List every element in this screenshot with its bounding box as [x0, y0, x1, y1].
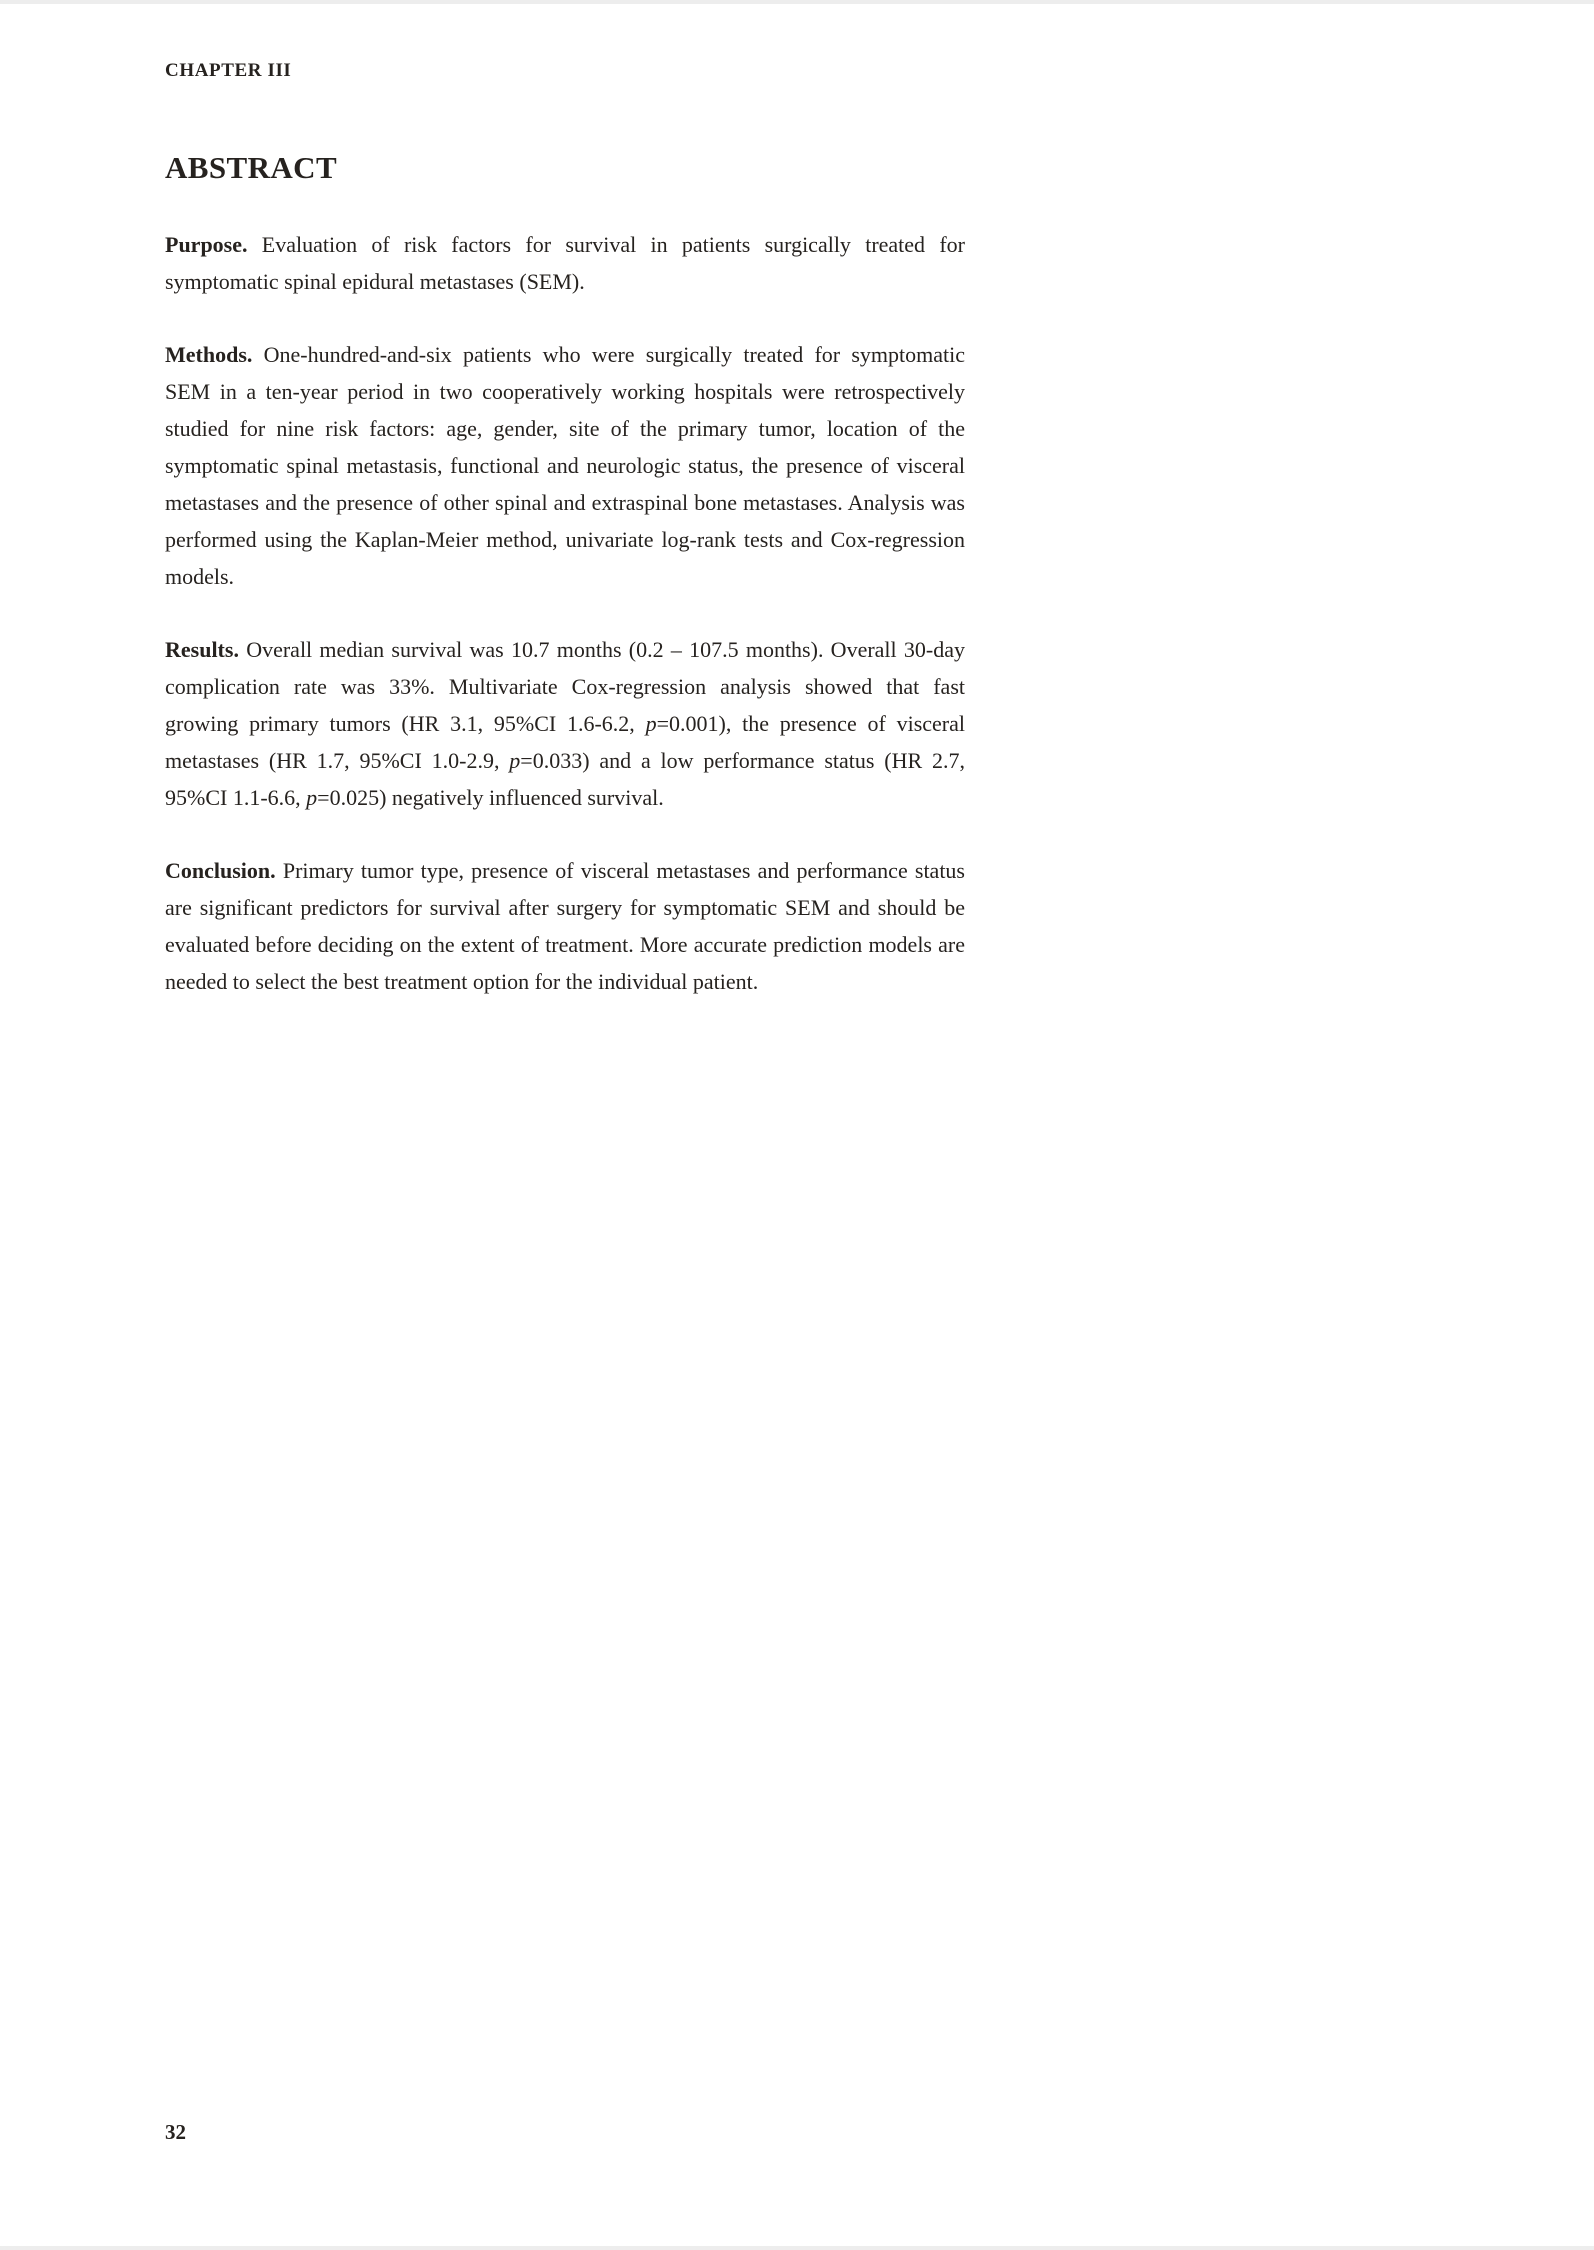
chapter-label: CHAPTER III: [165, 60, 292, 81]
page-top-edge: [0, 0, 1594, 4]
paragraph-lead: Results.: [165, 637, 239, 662]
paragraph-text: Overall median survival was 10.7 months (0.2 – 107.5 months). Overall 30-day complication rate was 33%. Multivariate Cox-regression analysis showed that fast growing primary tumors (HR 3.1, 95%CI 1.6-6.2,: [165, 637, 965, 736]
stat-symbol-italic: p: [306, 785, 318, 810]
paragraph-text: =0.033) and a low performance status (HR 2.7, 95%CI 1.1-6.6,: [165, 748, 965, 810]
paragraph: [165, 631, 965, 816]
paragraph: [165, 336, 965, 595]
paragraph-text: One-hundred-and-six patients who were surgically treated for symptomatic SEM in a ten-year period in two cooperatively working hospitals were retrospectively studied for nine risk factors: age, gender, site of the primary tumor, location of the symptomatic spinal metastasis, functional and neurologic status, the presence of visceral metastases and the presence of other spinal and extraspinal bone metastases. Analysis was performed using the Kaplan-Meier method, univariate log-rank tests and Cox-regression models.: [165, 342, 965, 589]
paragraph-text: =0.001), the presence of visceral metastases (HR 1.7, 95%CI 1.0-2.9,: [165, 711, 966, 773]
paragraph-lead: Methods.: [165, 342, 253, 367]
stat-symbol-italic: p: [645, 711, 657, 736]
paragraph-lead: Purpose.: [165, 232, 248, 257]
paragraph-text: Evaluation of risk factors for survival in patients surgically treated for symptomatic spinal epidural metastases (SEM).: [165, 232, 965, 294]
paragraph: [165, 226, 965, 300]
paragraph: [165, 852, 965, 1000]
page-number: 32: [165, 2120, 186, 2144]
paragraph-text: Primary tumor type, presence of visceral metastases and performance status are significant predictors for survival after surgery for symptomatic SEM and should be evaluated before deciding on the extent of treatment. More accurate prediction models are needed to select the best treatment option for the individual patient.: [165, 858, 965, 994]
page-title: ABSTRACT: [165, 150, 338, 185]
abstract-body: [165, 226, 965, 1036]
paragraph-text: =0.025) negatively influenced survival.: [317, 785, 664, 810]
stat-symbol-italic: p: [509, 748, 521, 773]
paragraph-lead: Conclusion.: [165, 858, 276, 883]
page-bottom-edge: [0, 2246, 1594, 2250]
